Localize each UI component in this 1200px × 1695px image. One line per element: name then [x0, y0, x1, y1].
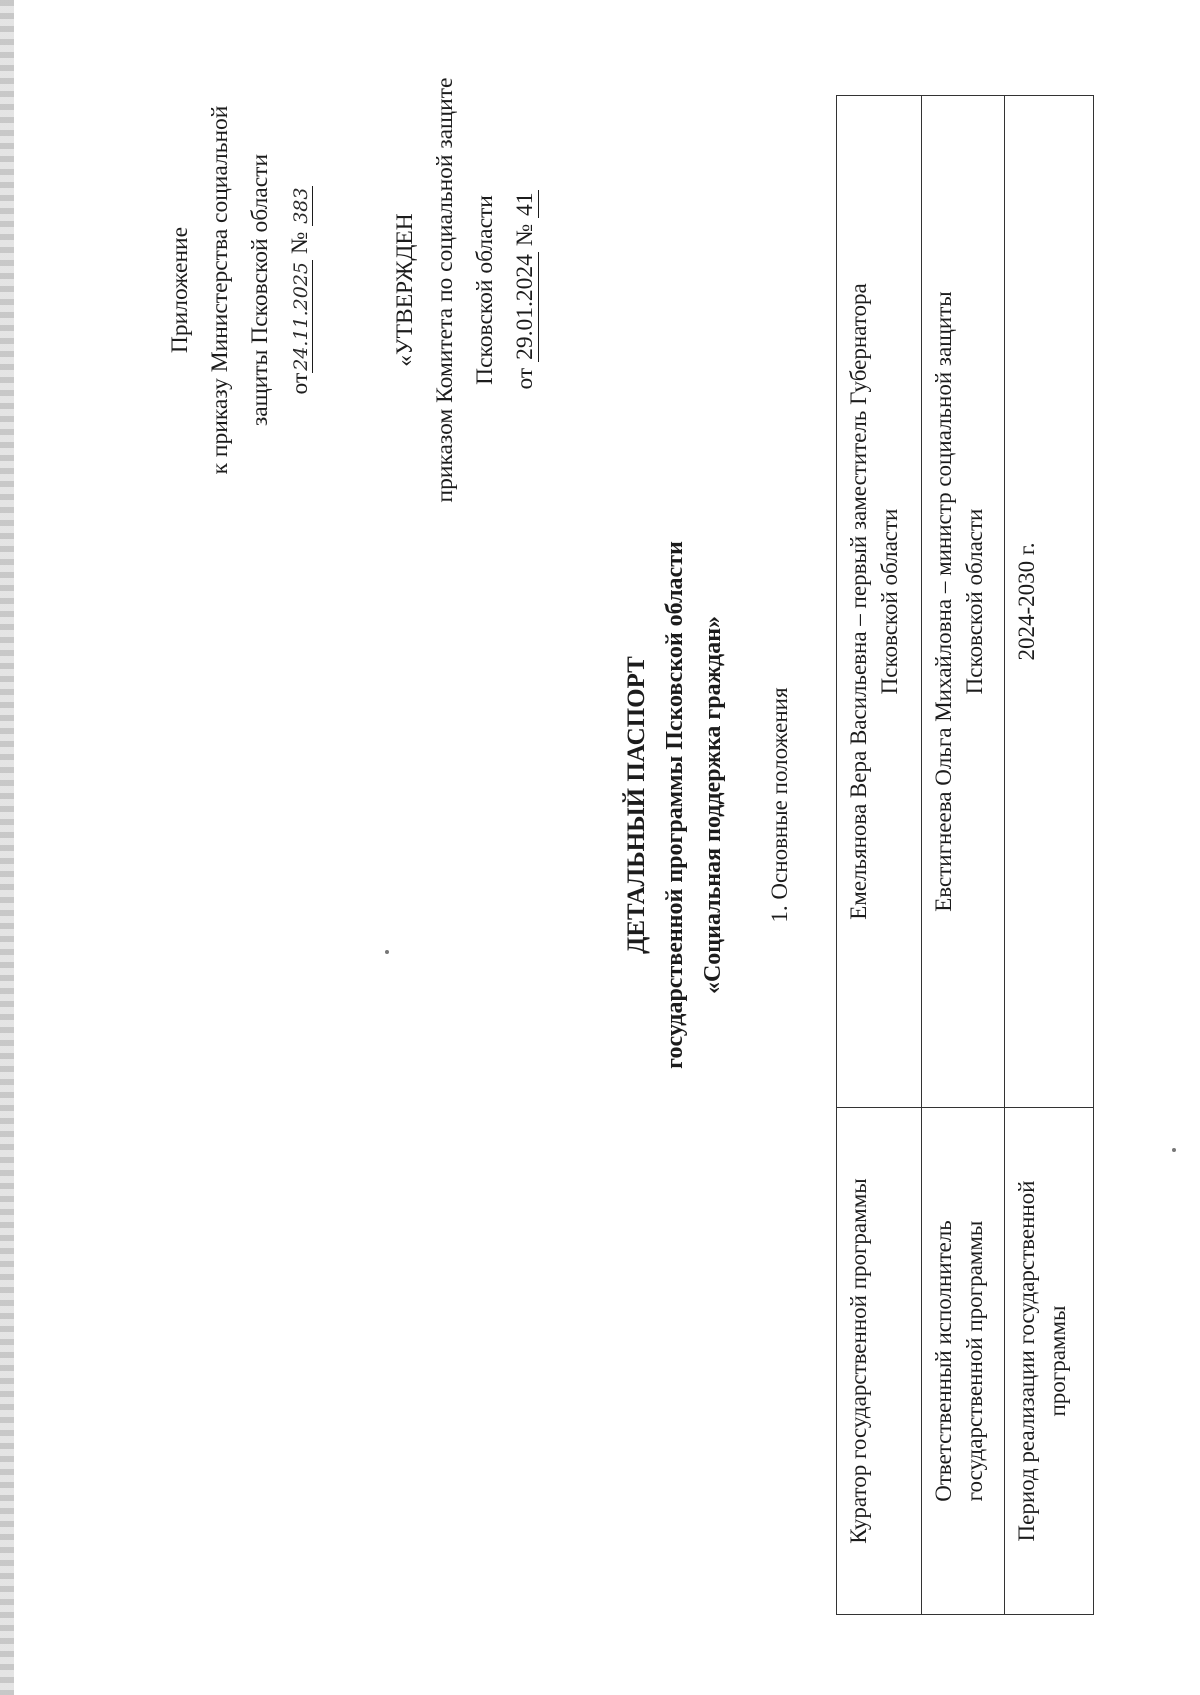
label-line: программы: [1045, 1305, 1070, 1417]
number-prefix: №: [512, 223, 538, 247]
value-line: Псковской области: [962, 508, 987, 695]
table-row: [922, 96, 1005, 1615]
label-line: Куратор государственной программы: [846, 1178, 871, 1544]
table-row: [837, 96, 922, 1615]
title-line-3: «Социальная поддержка граждан»: [700, 615, 726, 995]
handwritten-date: 24.11.2025: [290, 261, 312, 371]
approval-heading: «УТВЕРЖДЕН: [392, 213, 418, 367]
passport-table: [836, 95, 1094, 1615]
approval-block: [385, 10, 545, 570]
row-label: [1005, 1108, 1094, 1615]
row-value: [837, 96, 922, 1108]
number-prefix: №: [287, 231, 313, 255]
approval-date: 29.01.2024: [512, 254, 538, 360]
date-prefix: от: [512, 367, 538, 390]
label-line: Период реализации государственной: [1014, 1180, 1039, 1542]
value-line: Псковской области: [877, 508, 902, 695]
row-value: [1005, 96, 1094, 1108]
date-prefix: от: [287, 372, 313, 395]
document-title: [618, 445, 732, 1165]
value-line: 2024-2030 г.: [1014, 542, 1039, 661]
approval-number: 41: [512, 192, 538, 216]
handwritten-number: 383: [290, 187, 312, 224]
title-line-2: государственной программы Псковской области: [662, 541, 688, 1069]
row-label: [837, 1108, 922, 1615]
appendix-block: [160, 10, 321, 570]
row-value: [922, 96, 1005, 1108]
appendix-ministry-line: защиты Псковской области: [247, 153, 273, 427]
appendix-heading: Приложение: [167, 226, 193, 354]
approval-order-line: приказом Комитета по социальной защите: [432, 77, 458, 503]
label-line: Ответственный исполнитель: [931, 1220, 956, 1502]
appendix-order-line: к приказу Министерства социальной: [207, 105, 233, 475]
title-line-1: ДЕТАЛЬНЫЙ ПАСПОРТ: [623, 656, 650, 954]
approval-region-line: Псковской области: [472, 195, 498, 385]
table-row: [1005, 96, 1094, 1615]
row-label: [922, 1108, 1005, 1615]
label-line: государственной программы: [962, 1220, 987, 1502]
value-line: Евстигнеева Ольга Михайловна – министр социальной защиты: [931, 291, 956, 912]
appendix-date-line: [280, 10, 321, 570]
approval-date-line: [505, 10, 545, 570]
section-heading: 1. Основные положения: [767, 687, 792, 923]
value-line: Емельянова Вера Васильевна – первый заместитель Губернатора: [846, 283, 871, 920]
